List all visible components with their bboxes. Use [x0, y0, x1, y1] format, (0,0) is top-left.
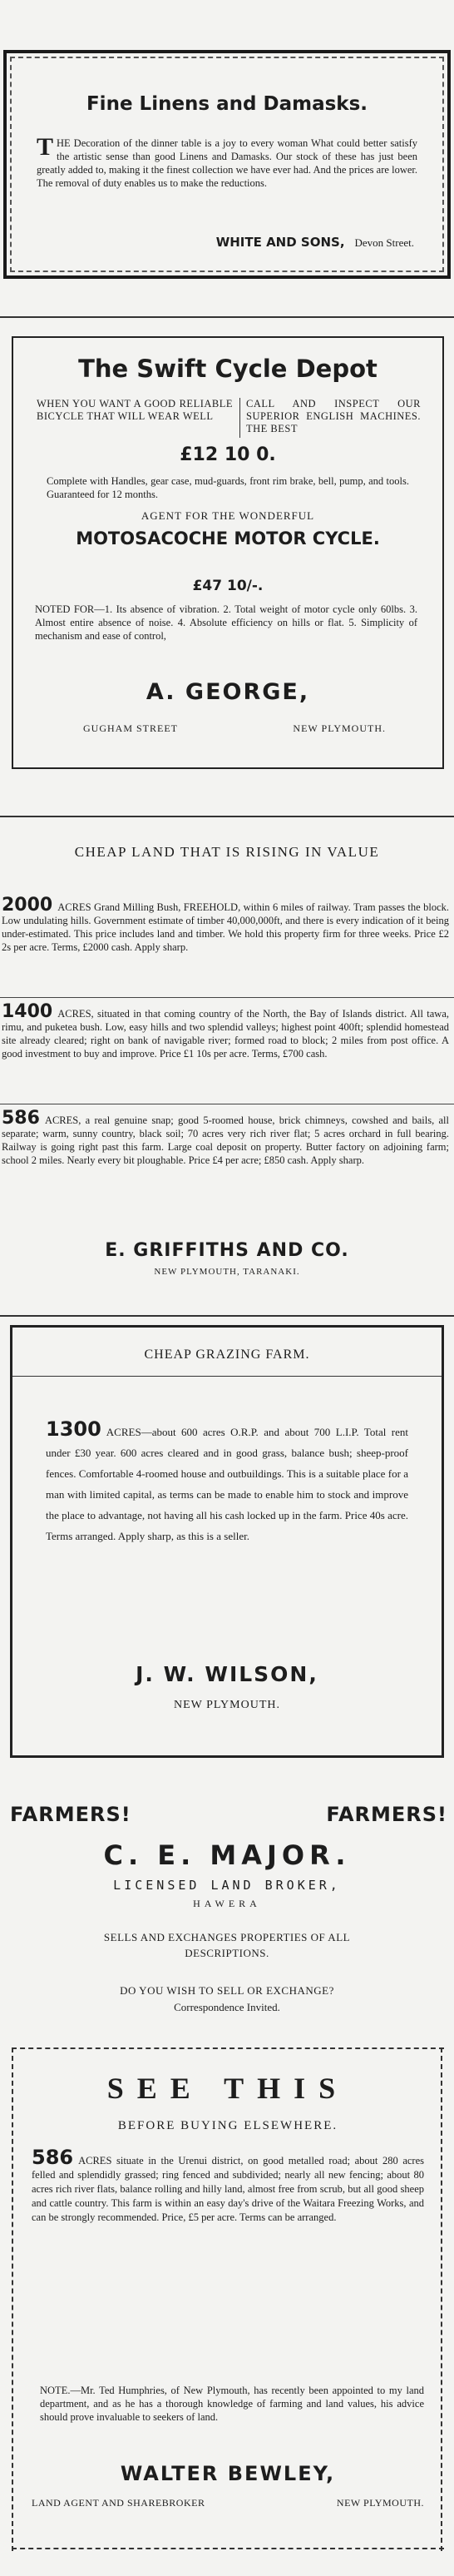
ad6-role: LAND AGENT AND SHAREBROKER: [32, 2497, 205, 2509]
ad2-complete: Complete with Handles, gear case, mud-guards, front rim brake, bell, pump, and tools. Guaranteed for 12 months.: [47, 475, 409, 500]
ad3-item-3-text: ACRES, a real genuine snap; good 5-roomed house, brick chimneys, cowshed and bails, all separate; warm, sunny country, black soil; 70 acres very rich river flat; 5 acres orchard in full bearing. Railway is going right past this farm. Large coal deposit on property. Butter factory on adjoining farm; school 2 miles. Nearly every bit ploughable. Price £4 per acre; £850 cash. Apply sharp.: [2, 1114, 449, 1166]
ad4-town: NEW PLYMOUTH.: [173, 1699, 280, 1711]
ad1-dropcap: T: [37, 133, 54, 161]
ad6-title: SEE THIS: [106, 2072, 349, 2105]
ad4-text: ACRES—about 600 acres O.R.P. and about 700 L.I.P. Total rent under £30 year. 600 acres cleared and in good grass, balance bush; sheep-proof fences. Comfortable 4-roomed house and outbuildings. This is a suitable place for a man with limited capital, as terms can be made to enable him to stock and improve the place to advantage, not having all his cash locked up in the farm. Price 40s acre. Terms arranged. Apply sharp, as this is a seller.: [46, 1426, 408, 1542]
ad2-address: [47, 722, 409, 735]
ad-swift-cycle: [12, 336, 444, 769]
ad3-item-1-text: ACRES Grand Milling Bush, FREEHOLD, within 6 miles of railway. Tram passes the block. Low undulating hills. Government estimate of timber 40,000,000ft, and there is every indication of it being under-estimated. This price includes land and timber. We hold this property firm for three weeks. Price £2 2s per acre. Terms, £2000 cash. Apply sharp.: [2, 901, 449, 953]
ad6-number: 586: [32, 2146, 74, 2169]
ad5-line1: SELLS AND EXCHANGES PROPERTIES OF ALL DESCRIPTIONS.: [103, 1931, 351, 1959]
ad5-line3: Correspondence Invited.: [174, 2001, 280, 2013]
ad3-item-1: [2, 895, 449, 954]
ad3-town: NEW PLYMOUTH, TARANAKI.: [154, 1267, 300, 1277]
ad2-town: NEW PLYMOUTH.: [293, 722, 386, 734]
ad2-firm: A. GEORGE,: [146, 679, 310, 705]
ad1-body-text: HE Decoration of the dinner table is a joy to every woman What could better satisfy the artistic sense than good Linens and Damasks. Our stock of these has just been greatly added to, making it the finest collection we have ever had. And the prices are lower. The removal of duty enables us to make the reductions.: [37, 137, 417, 189]
ad-grazing-farm: [10, 1325, 444, 1758]
ad2-left-col: WHEN YOU WANT A GOOD RELIABLE BICYCLE THAT WILL WEAR WELL: [37, 398, 233, 422]
ad2-title: The Swift Cycle Depot: [78, 355, 378, 383]
ad3-item-3-number: 586: [2, 1108, 40, 1129]
ad5-line2: DO YOU WISH TO SELL OR EXCHANGE?: [120, 1984, 334, 1997]
ad5-right: FARMERS!: [326, 1803, 447, 1826]
ad4-title: CHEAP GRAZING FARM.: [144, 1348, 310, 1362]
ad4-number: 1300: [46, 1417, 101, 1441]
ad-farmers: [0, 1773, 454, 1998]
ad2-noted: NOTED FOR—1. Its absence of vibration. 2. Total weight of motor cycle only 60lbs. 3. Almost entire absence of noise. 4. Absolute efficiency on hills or flat. 5. Simplicity of mechanism and ease of control,: [35, 603, 417, 642]
ad-fine-linens: [3, 50, 451, 279]
ad-cheap-land: [0, 824, 454, 1323]
ad2-price: £12 10 0.: [180, 444, 276, 465]
ad3-item-2: [2, 1001, 449, 1060]
ad3-title: CHEAP LAND THAT IS RISING IN VALUE: [74, 844, 380, 860]
ad4-firm: J. W. WILSON,: [136, 1662, 318, 1686]
ad6-subtitle: BEFORE BUYING ELSEWHERE.: [117, 2119, 338, 2132]
ad5-firm: C. E. MAJOR.: [103, 1839, 351, 1871]
ad6-text: ACRES situate in the Urenui district, on good metalled road; about 280 acres felled and splendidly grassed; ring fenced and subdivided; nearly all new fencing; about 80 acres rich river flats, balance rolling and hilly land, almost free from scrub, but all good sheep and cattle country. This farm is within an easy day's drive of the Waitara Freezing Works, and can be strongly recommended. Price, £5 per acre. Terms can be arranged.: [32, 2155, 424, 2223]
ad1-firm: WHITE AND SONS,: [215, 235, 345, 250]
ad1-address: Devon Street.: [354, 236, 414, 249]
ad2-product: MOTOSACOCHE MOTOR CYCLE.: [76, 529, 380, 548]
ad3-item-2-text: ACRES, situated in that coming country of the North, the Bay of Islands district. All tawa, rimu, and puketea bush. Low, easy hills and two splendid valleys; highest point 400ft; splendid homestead site already cleared; right on bank of navigable river; formed road to block; 2 miles from post office. A good investment to buy and improve. Price £1 10s per acre. Terms, £700 cash.: [2, 1008, 449, 1060]
ad1-body: [37, 133, 417, 190]
ad5-left: FARMERS!: [10, 1803, 131, 1826]
ad-see-this: [12, 2047, 444, 2551]
ad2-street: GUGHAM STREET: [83, 722, 178, 734]
ad3-item-2-number: 1400: [2, 1001, 53, 1022]
ad5-town: HAWERA: [193, 1898, 261, 1909]
ad2-price2: £47 10/-.: [192, 578, 264, 594]
ad5-role: LICENSED LAND BROKER,: [113, 1878, 341, 1893]
ad1-signature: [216, 235, 414, 251]
ad6-note: NOTE.—Mr. Ted Humphries, of New Plymouth, has recently been appointed to my land department, and as he has a thorough knowledge of farming and land values, his advice should prove invaluable to seekers of land.: [40, 2385, 424, 2423]
ad1-title: Fine Linens and Damasks.: [86, 93, 368, 115]
ad6-body: [32, 2146, 424, 2225]
ad6-firm: WALTER BEWLEY,: [120, 2462, 336, 2485]
ad2-right-col: CALL AND INSPECT OUR SUPERIOR ENGLISH MACHINES. THE BEST: [246, 398, 421, 434]
ad3-item-1-number: 2000: [2, 895, 53, 916]
ad4-body: [46, 1419, 408, 1546]
ad2-agent: AGENT FOR THE WONDERFUL: [141, 509, 315, 522]
ad3-firm: E. GRIFFITHS AND CO.: [105, 1240, 349, 1261]
ad6-town: NEW PLYMOUTH.: [336, 2497, 424, 2509]
ad3-item-3: [2, 1108, 449, 1167]
ad6-footer: [32, 2497, 424, 2509]
